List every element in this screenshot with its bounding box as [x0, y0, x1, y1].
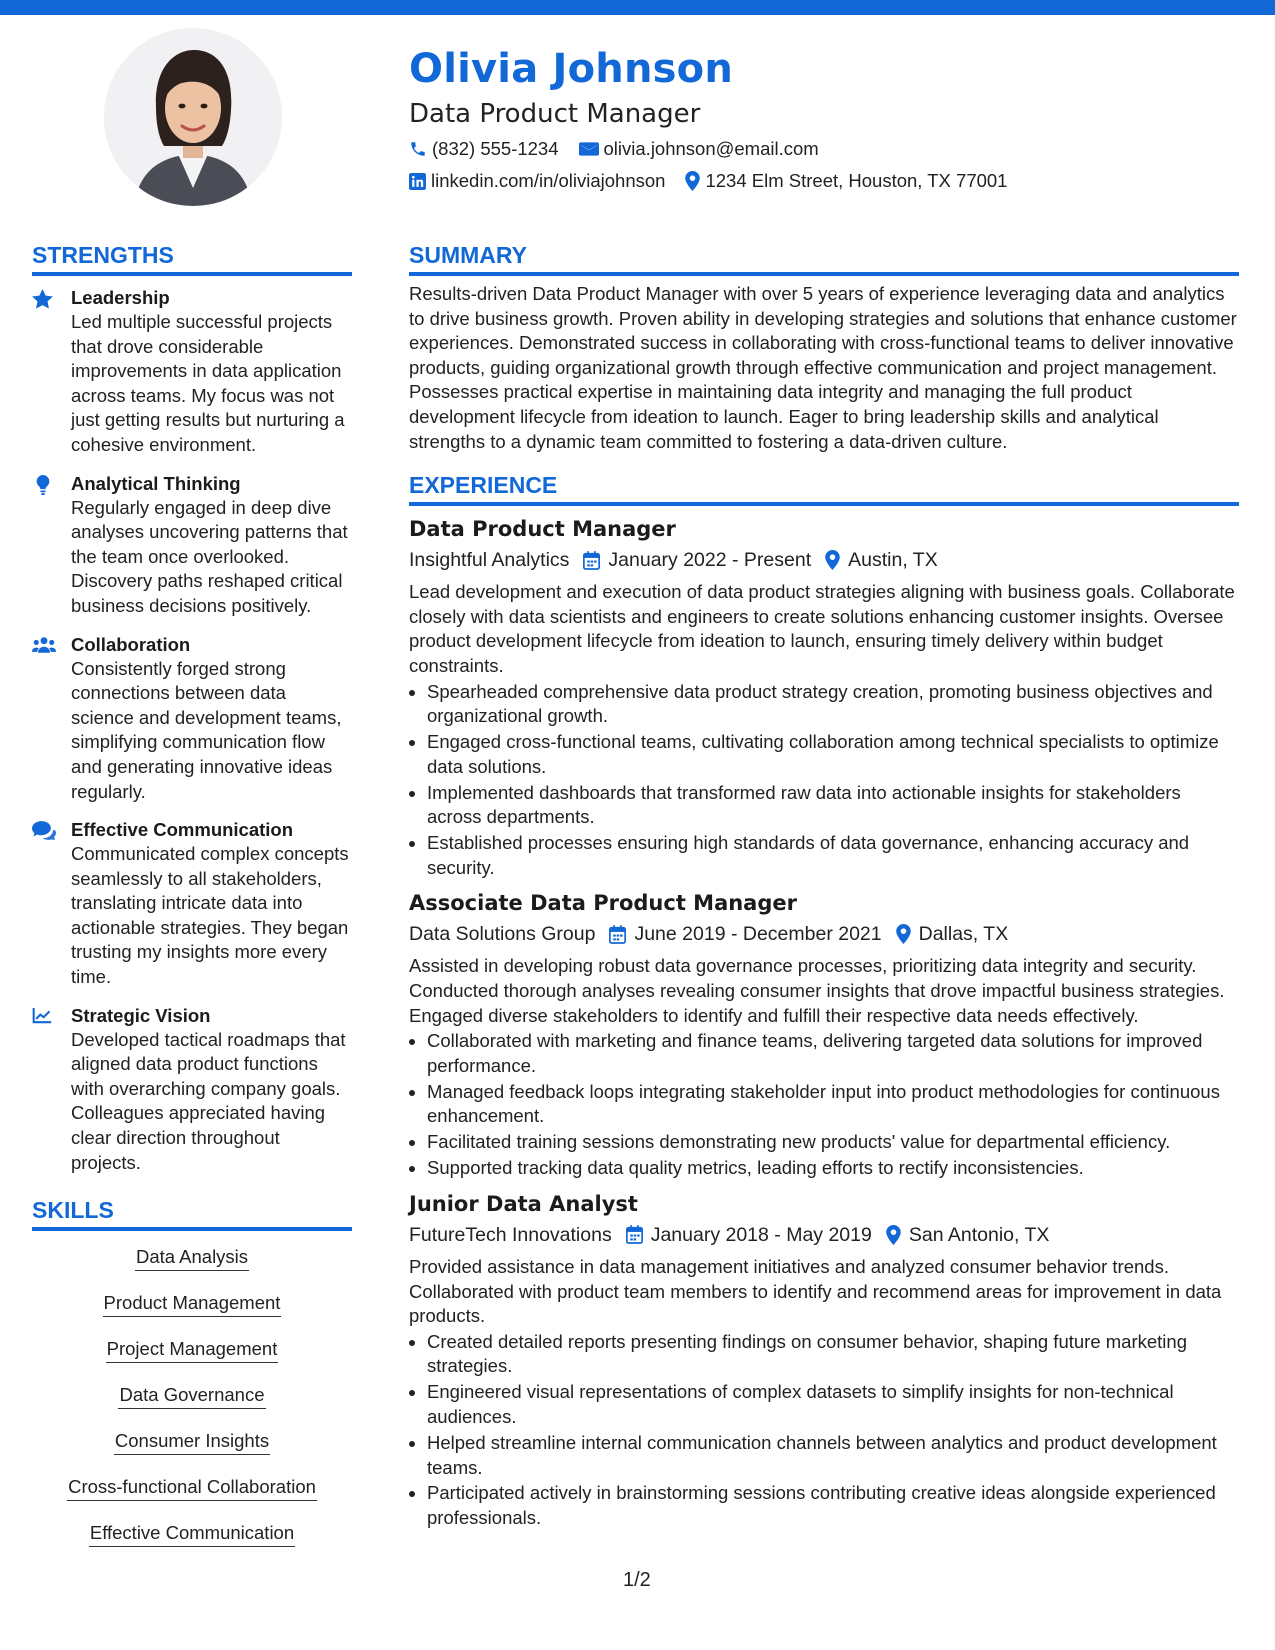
linkedin-text: linkedin.com/in/oliviajohnson: [431, 170, 666, 191]
phone-text: (832) 555-1234: [432, 138, 559, 159]
email-contact[interactable]: [579, 134, 819, 164]
skill-label: Product Management: [103, 1290, 282, 1317]
date-range: January 2018 - May 2019: [650, 1223, 872, 1246]
star-icon: [32, 289, 53, 309]
job-bullets: [409, 1330, 1239, 1531]
calendar-icon: [626, 1225, 643, 1244]
skills-heading: SKILLS: [32, 1193, 352, 1231]
job-dates: [609, 918, 881, 950]
skill-label: Effective Communication: [89, 1520, 295, 1547]
left-column: [32, 238, 352, 1566]
strength-description: Led multiple successful projects that drove considerable improvements in data application across teams. My focus was not just getting results but nurturing a cohesive environment.: [71, 311, 345, 455]
trend-chart-icon: [32, 1007, 52, 1024]
bullet-item: Collaborated with marketing and finance teams, delivering targeted data solutions for improved performance.: [409, 1029, 1239, 1078]
strength-item: [32, 818, 352, 990]
email-text: olivia.johnson@email.com: [603, 138, 819, 159]
calendar-icon: [583, 551, 600, 570]
company-name: Insightful Analytics: [409, 549, 570, 572]
strength-description: Regularly engaged in deep dive analyses uncovering patterns that the team once overlooked. Discovery paths reshaped critical business decisions positively.: [71, 496, 348, 616]
candidate-title: Data Product Manager: [409, 99, 701, 129]
company-name: FutureTech Innovations: [409, 1223, 612, 1246]
strength-title: Leadership: [71, 287, 170, 308]
chat-icon: [32, 821, 56, 840]
job-bullets: [409, 680, 1239, 881]
skills-section: [32, 1193, 352, 1566]
job-location: [896, 918, 1009, 950]
date-range: June 2019 - December 2021: [634, 923, 882, 946]
strength-title: Analytical Thinking: [71, 472, 241, 494]
bullet-item: Supported tracking data quality metrics, leading efforts to rectify inconsistencies.: [409, 1156, 1239, 1181]
strength-title: Collaboration: [71, 633, 191, 655]
bullet-item: Participated actively in brainstorming sessions contributing creative ideas alongside experienced professionals.: [409, 1481, 1239, 1530]
skill-label: Data Analysis: [135, 1244, 249, 1271]
job-entry: [409, 888, 1239, 1181]
bullet-item: Engineered visual representations of complex datasets to simplify insights for non-technical audiences.: [409, 1380, 1239, 1429]
phone-contact[interactable]: [409, 134, 559, 164]
strengths-heading: STRENGTHS: [32, 238, 352, 276]
strength-item: [32, 286, 352, 458]
lightbulb-icon: [35, 475, 51, 495]
skill-item: [32, 1336, 352, 1382]
skill-label: Consumer Insights: [114, 1428, 270, 1455]
location-pin-icon: [685, 171, 700, 191]
job-company: [409, 544, 569, 576]
location-pin-icon: [825, 550, 840, 570]
bullet-item: Managed feedback loops integrating stakeholder input into product methodologies for continuous enhancement.: [409, 1080, 1239, 1129]
strength-description: Developed tactical roadmaps that aligned data product functions with overarching company goals. Colleagues appreciated having clear direction throughout projects.: [71, 1028, 346, 1173]
job-description: Assisted in developing robust data governance processes, prioritizing data integrity and security. Conducted thorough analyses revealing consumer insights that drove impactful business strategies. Engaged diverse stakeholders to identify and fulfill their respective data needs effectively.: [409, 955, 1225, 1026]
strengths-list: [32, 286, 352, 1175]
contact-row-1: [409, 134, 1229, 164]
bullet-item: Established processes ensuring high standards of data governance, enhancing accuracy and security.: [409, 831, 1239, 880]
skill-item: [32, 1290, 352, 1336]
skill-item: [32, 1382, 352, 1428]
job-meta: [409, 544, 1239, 576]
top-accent-bar: [0, 0, 1275, 15]
location-pin-icon: [886, 1225, 901, 1245]
job-location: [886, 1219, 1050, 1251]
strength-description: Consistently forged strong connections between data science and development teams, simplifying communication flow and generating innovative ideas regularly.: [71, 657, 342, 802]
contact-row-2: [409, 166, 1229, 196]
job-location: [825, 544, 938, 576]
location-text: Dallas, TX: [918, 923, 1009, 946]
location-pin-icon: [896, 924, 911, 944]
job-description: Provided assistance in data management initiatives and analyzed consumer behavior trends. Collaborated with product team members to identify and recommend areas for improvement in data products.: [409, 1255, 1222, 1327]
profile-photo: [104, 28, 282, 206]
company-name: Data Solutions Group: [409, 923, 596, 946]
job-role: Data Product Manager: [409, 517, 676, 542]
job-company: [409, 1219, 612, 1251]
summary-text: Results-driven Data Product Manager with over 5 years of experience leveraging data and analytics to drive business growth. Proven ability in developing strategies and solutions that enhance customer experiences. Demonstrated success in collaborating with cross-functional teams to deliver innovative products, guiding organizational growth through effective communication and project management. Possesses practical expertise in maintaining data integrity and managing the full product development lifecycle from ideation to launch. Eager to bring leadership skills and analytical strengths to a dynamic team committed to fostering a data-driven culture.: [409, 283, 1237, 452]
address-contact: [685, 166, 1007, 196]
strength-description: Communicated complex concepts seamlessly to all stakeholders, translating intricate data into actionable strategies. They began trusting my insights more every time.: [71, 843, 349, 988]
bullet-item: Created detailed reports presenting findings on consumer behavior, shaping future marketing strategies.: [409, 1330, 1239, 1379]
linkedin-contact[interactable]: [409, 166, 665, 196]
job-bullets: [409, 1029, 1239, 1181]
phone-icon: [409, 140, 427, 158]
job-role: Associate Data Product Manager: [409, 891, 797, 916]
address-text: 1234 Elm Street, Houston, TX 77001: [705, 170, 1008, 191]
job-role: Junior Data Analyst: [409, 1191, 638, 1216]
strength-item: [32, 633, 352, 805]
bullet-item: Helped streamline internal communication channels between analytics and product development teams.: [409, 1431, 1239, 1480]
envelope-icon: [579, 140, 599, 158]
strength-title: Strategic Vision: [71, 1004, 211, 1026]
strength-item: [32, 472, 352, 619]
skill-item: [32, 1244, 352, 1290]
strength-title: Effective Communication: [71, 819, 294, 841]
job-entry: [409, 1189, 1239, 1531]
job-entry: [409, 514, 1239, 880]
candidate-name: Olivia Johnson: [409, 46, 734, 92]
skill-item: [32, 1474, 352, 1520]
skill-item: [32, 1520, 352, 1566]
job-dates: [626, 1219, 872, 1251]
job-description: Lead development and execution of data product strategies aligning with business goals. Collaborate closely with data scientists and engineers to create solutions enhancing customer insights. Oversee product development lifecycle from ideation to launch, ensuring timely delivery within budget constraints.: [409, 581, 1235, 676]
skill-label: Cross-functional Collaboration: [67, 1474, 317, 1501]
job-company: [409, 918, 595, 950]
job-dates: [583, 544, 811, 576]
skill-label: Project Management: [106, 1336, 279, 1363]
bullet-item: Facilitated training sessions demonstrating new products' value for departmental efficiency.: [409, 1130, 1239, 1155]
strength-item: [32, 1004, 352, 1176]
location-text: San Antonio, TX: [908, 1223, 1050, 1246]
location-text: Austin, TX: [848, 549, 938, 572]
page-number: 1/2: [623, 1569, 651, 1591]
bullet-item: Implemented dashboards that transformed raw data into actionable insights for stakeholders across departments.: [409, 781, 1239, 830]
resume-header: [409, 42, 1229, 196]
bullet-item: Spearheaded comprehensive data product strategy creation, promoting business objectives and organizational growth.: [409, 680, 1239, 729]
experience-heading: EXPERIENCE: [409, 468, 1239, 506]
summary-heading: SUMMARY: [409, 238, 1239, 276]
skills-list: [32, 1244, 352, 1566]
calendar-icon: [609, 925, 626, 944]
users-icon: [32, 636, 56, 654]
date-range: January 2022 - Present: [608, 549, 812, 572]
experience-section: [409, 468, 1239, 1531]
skill-item: [32, 1428, 352, 1474]
job-meta: [409, 918, 1239, 950]
linkedin-icon: [409, 173, 426, 190]
job-meta: [409, 1219, 1239, 1251]
right-column: [409, 238, 1239, 1532]
skill-label: Data Governance: [118, 1382, 265, 1409]
bullet-item: Engaged cross-functional teams, cultivating collaboration among technical specialists to optimize data solutions.: [409, 730, 1239, 779]
